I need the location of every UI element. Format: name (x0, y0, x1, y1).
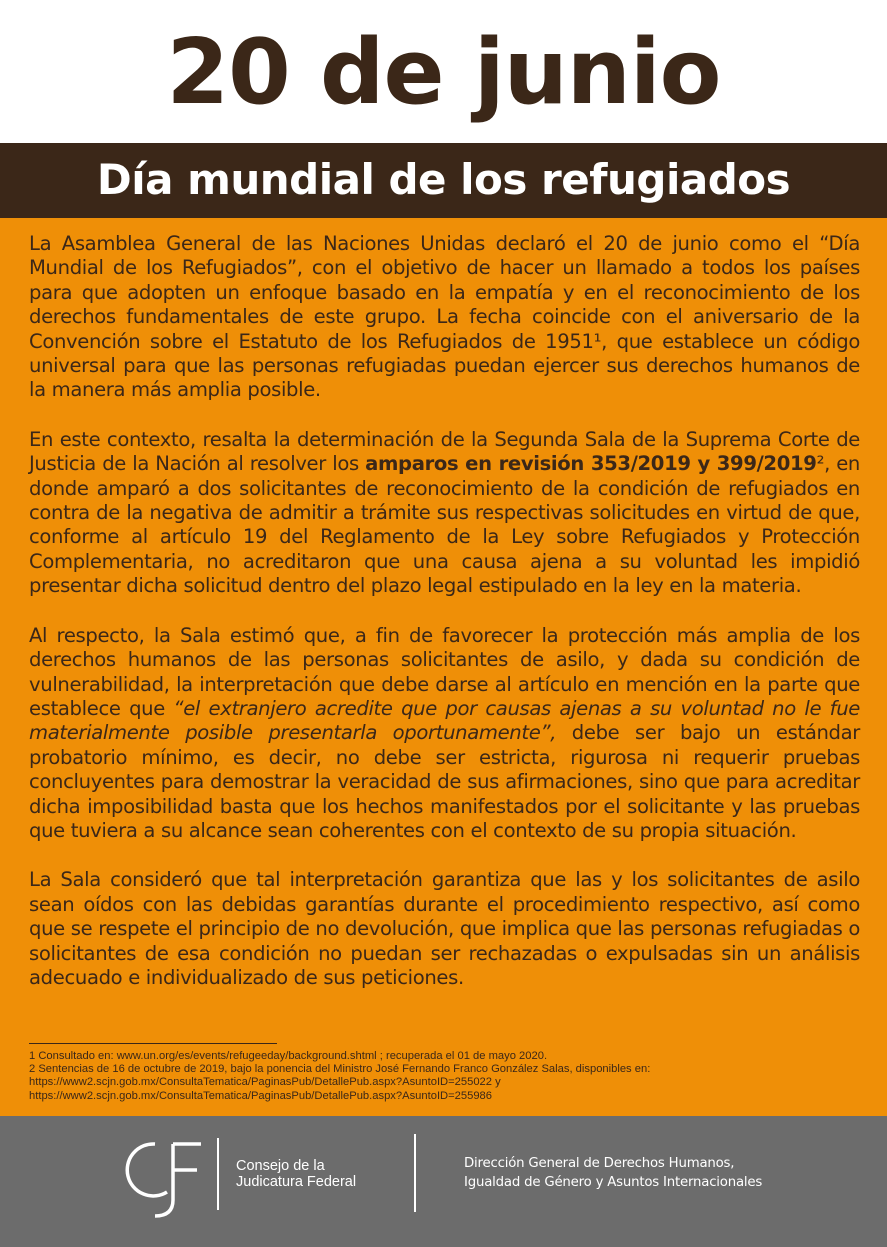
directorate-line-1: Dirección General de Derechos Humanos, (464, 1156, 735, 1171)
footnote-2: 2 Sentencias de 16 de octubre de 2019, bajo la ponencia del Ministro José Fernando Franco González Salas, disponibles en: (29, 1063, 651, 1076)
footnote-2-link-2[interactable]: https://www2.scjn.gob.mx/ConsultaTematica/PaginasPub/DetallePub.aspx?AsuntoID=255986 (29, 1089, 492, 1102)
directorate-line-2: Igualdad de Género y Asuntos Internacionales (464, 1175, 763, 1190)
paragraph-2 (29, 428, 860, 599)
footnote-1: 1 Consultado en: www.un.org/es/events/refugeeday/background.shtml ; recuperada el 01 de mayo 2020. (29, 1050, 548, 1062)
paragraph-3-text-b: debe ser bajo un estándar probatorio mínimo, es decir, no debe ser estricta, rigurosa ni requerir pruebas concluyentes para demostrar la veracidad de sus afirmaciones, sino que para acreditar dicha imposibilidad basta que los hechos manifestados por el solicitante y las pruebas que tuviera a su alcance sean coherentes con el contexto de su propia situación. (29, 721, 860, 842)
article-body (29, 232, 860, 1015)
amparos-reference: amparos en revisión 353/2019 y 399/2019 (365, 452, 817, 476)
footnotes (29, 1050, 859, 1103)
cjf-logo (125, 1138, 205, 1220)
paragraph-2-text-b: , en donde amparó a dos solicitantes de reconocimiento de la condición de refugiados en contra de la negativa de admitir a trámite sus respectivas solicitudes en virtud de que, conforme al artículo 19 del Reglamento de la Ley sobre Refugiados y Protección Complementaria, no acreditaron que una causa ajena a su voluntad les impidió presentar dicha solicitud dentro del plazo legal estipulado en la ley en la materia. (29, 452, 860, 598)
quoted-article-text: “el extranjero acredite que por causas ajenas a su voluntad no le fue materialmente posible presentarla oportunamente”, (29, 696, 860, 745)
footnote-2-link-1[interactable]: https://www2.scjn.gob.mx/ConsultaTematica/PaginasPub/DetallePub.aspx?AsuntoID=255022 y (29, 1076, 501, 1089)
org-name-line-1: Consejo de la (236, 1158, 325, 1174)
title-band (0, 143, 887, 218)
page-title: Día mundial de los refugiados (96, 155, 791, 204)
org-name-line-2: Judicatura Federal (236, 1174, 357, 1190)
paragraph-2-text-a: En este contexto, resalta la determinación de la Segunda Sala de la Suprema Corte de Justicia de la Nación al resolver los (29, 427, 860, 476)
directorate-name (464, 1154, 762, 1192)
logo-divider (217, 1138, 219, 1210)
paragraph-3 (29, 624, 860, 844)
footnote-ref-2: ² (816, 452, 825, 476)
footer (0, 1116, 887, 1247)
paragraph-3-text-a: Al respecto, la Sala estimó que, a fin de favorecer la protección más amplia de los derechos humanos de las personas solicitantes de asilo, y dada su condición de vulnerabilidad, la interpretación que debe darse al artículo en mención en la parte que establece que (29, 623, 860, 720)
date-title: 20 de junio (166, 20, 721, 125)
footer-divider (414, 1134, 416, 1212)
footnote-divider (29, 1043, 277, 1044)
paragraph-4: La Sala consideró que tal interpretación garantiza que las y los solicitantes de asilo sean oídos con las debidas garantías durante el procedimiento respectivo, así como que se respete el principio de no devolución, que implica que las personas refugiadas o solicitantes de esa condición no puedan ser rechazadas o expulsadas sin un análisis adecuado e individualizado de sus peticiones. (29, 868, 860, 989)
header-area (0, 0, 887, 143)
paragraph-1: La Asamblea General de las Naciones Unidas declaró el 20 de junio como el “Día Mundial de los Refugiados”, con el objetivo de hacer un llamado a todos los países para que adopten un enfoque basado en la empatía y en el reconocimiento de los derechos fundamentales de este grupo. La fecha coincide con el aniversario de la Convención sobre el Estatuto de los Refugiados de 1951¹, que establece un código universal para que las personas refugiadas puedan ejercer sus derechos humanos de la manera más amplia posible. (29, 232, 860, 402)
org-name (236, 1158, 356, 1190)
